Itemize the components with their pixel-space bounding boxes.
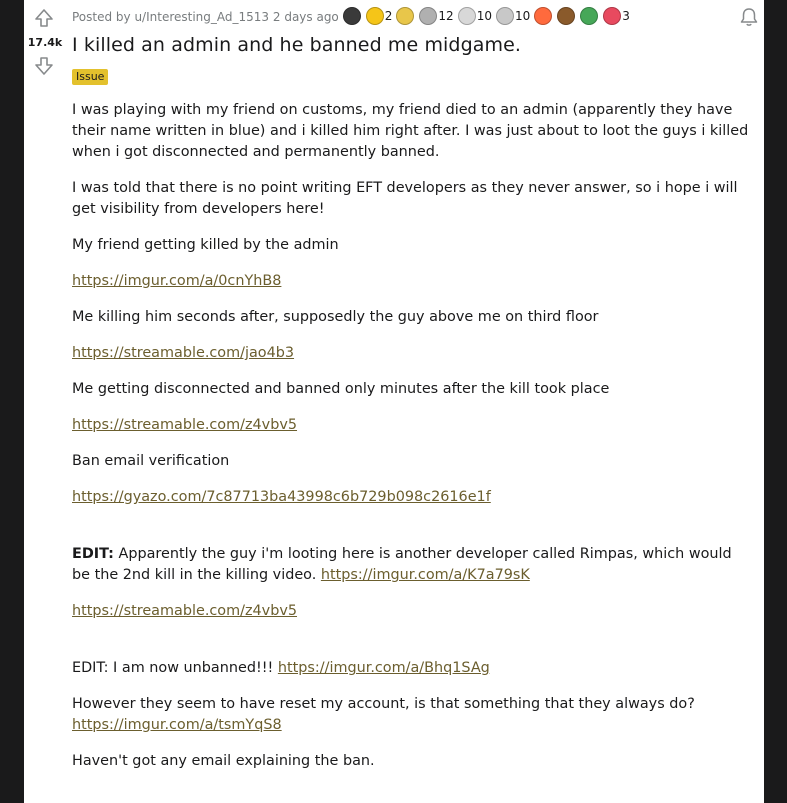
edit-text: Apparently the guy i'm looting here is another developer called Rimpas, which would be the 2nd kill in the killing video.: [72, 546, 732, 583]
edit-paragraph: [72, 544, 752, 586]
notification-bell-icon[interactable]: [738, 6, 760, 28]
award[interactable]: [343, 7, 362, 25]
post-meta: [72, 9, 634, 25]
snoo-heart-award-icon: [603, 7, 621, 25]
post-card: [24, 0, 764, 803]
imgur-link[interactable]: https://imgur.com/a/Bhq1SAg: [277, 660, 490, 676]
edit-text: I am now unbanned!!!: [108, 660, 278, 676]
awards-row[interactable]: [343, 7, 634, 28]
body-paragraph: Me killing him seconds after, supposedly the guy above me on third floor: [72, 309, 599, 325]
streamable-link[interactable]: https://streamable.com/jao4b3: [72, 345, 295, 361]
dino-award-icon: [580, 7, 598, 25]
hands-award-icon: [396, 7, 414, 25]
spacer: [72, 523, 752, 544]
silver-award-icon: [419, 7, 437, 25]
post-title[interactable]: I killed an admin and he banned me midgame.: [72, 34, 522, 56]
imgur-link[interactable]: https://imgur.com/a/K7a79sK: [320, 567, 530, 583]
award[interactable]: [557, 7, 576, 25]
award[interactable]: [419, 7, 453, 25]
imgur-link[interactable]: https://imgur.com/a/0cnYhB8: [72, 273, 282, 289]
award[interactable]: [603, 7, 630, 25]
poster-info[interactable]: Posted by u/Interesting_Ad_1513 2 days ago: [72, 10, 339, 24]
vote-score: 17.4k: [27, 36, 63, 49]
monkey-award-icon: [557, 7, 575, 25]
body-paragraph: Haven't got any email explaining the ban.: [72, 753, 375, 769]
award-count: 10: [514, 8, 531, 23]
edit-paragraph: [72, 658, 752, 679]
body-paragraph: I was playing with my friend on customs, my friend died to an admin (apparently they have their name written in blue) and i killed him right after. I was just about to loot the guys i killed when i got disconnected and permanently banned.: [72, 102, 749, 160]
face-award-icon: [458, 7, 476, 25]
streamable-link[interactable]: https://streamable.com/z4vbv5: [72, 603, 298, 619]
gyazo-link[interactable]: https://gyazo.com/7c87713ba43998c6b729b098c2616e1f: [72, 489, 491, 505]
rocket-like-award-icon: [343, 7, 361, 25]
imgur-link[interactable]: https://imgur.com/a/tsmYqS8: [72, 717, 282, 733]
body-paragraph: Me getting disconnected and banned only minutes after the kill took place: [72, 381, 610, 397]
edit-label: EDIT:: [72, 660, 109, 676]
award[interactable]: [458, 7, 492, 25]
upvote-arrow-icon[interactable]: [34, 8, 54, 28]
post-flair[interactable]: Issue: [72, 69, 108, 85]
award[interactable]: [580, 7, 599, 25]
coin-award-icon: [496, 7, 514, 25]
award-count: 3: [622, 8, 630, 23]
post-body: [72, 100, 752, 787]
award[interactable]: [366, 7, 393, 25]
award-count: 2: [384, 8, 393, 23]
award[interactable]: [396, 7, 415, 25]
streamable-link[interactable]: https://streamable.com/z4vbv5: [72, 417, 298, 433]
gold-award-icon: [366, 7, 384, 25]
body-text: However they seem to have reset my account, is that something that they always do?: [72, 696, 695, 712]
edit-label: EDIT:: [72, 546, 114, 562]
snoo-award-icon: [534, 7, 552, 25]
award-count: 10: [476, 8, 492, 23]
body-paragraph: My friend getting killed by the admin: [72, 237, 339, 253]
body-paragraph: [72, 694, 752, 736]
downvote-arrow-icon[interactable]: [34, 56, 54, 76]
award-count: 12: [438, 8, 454, 23]
spacer: [72, 637, 752, 658]
body-paragraph: I was told that there is no point writing EFT developers as they never answer, so i hope i will get visibility from developers here!: [72, 180, 738, 217]
body-paragraph: Ban email verification: [72, 453, 230, 469]
award[interactable]: [534, 7, 553, 25]
award[interactable]: [496, 7, 530, 25]
